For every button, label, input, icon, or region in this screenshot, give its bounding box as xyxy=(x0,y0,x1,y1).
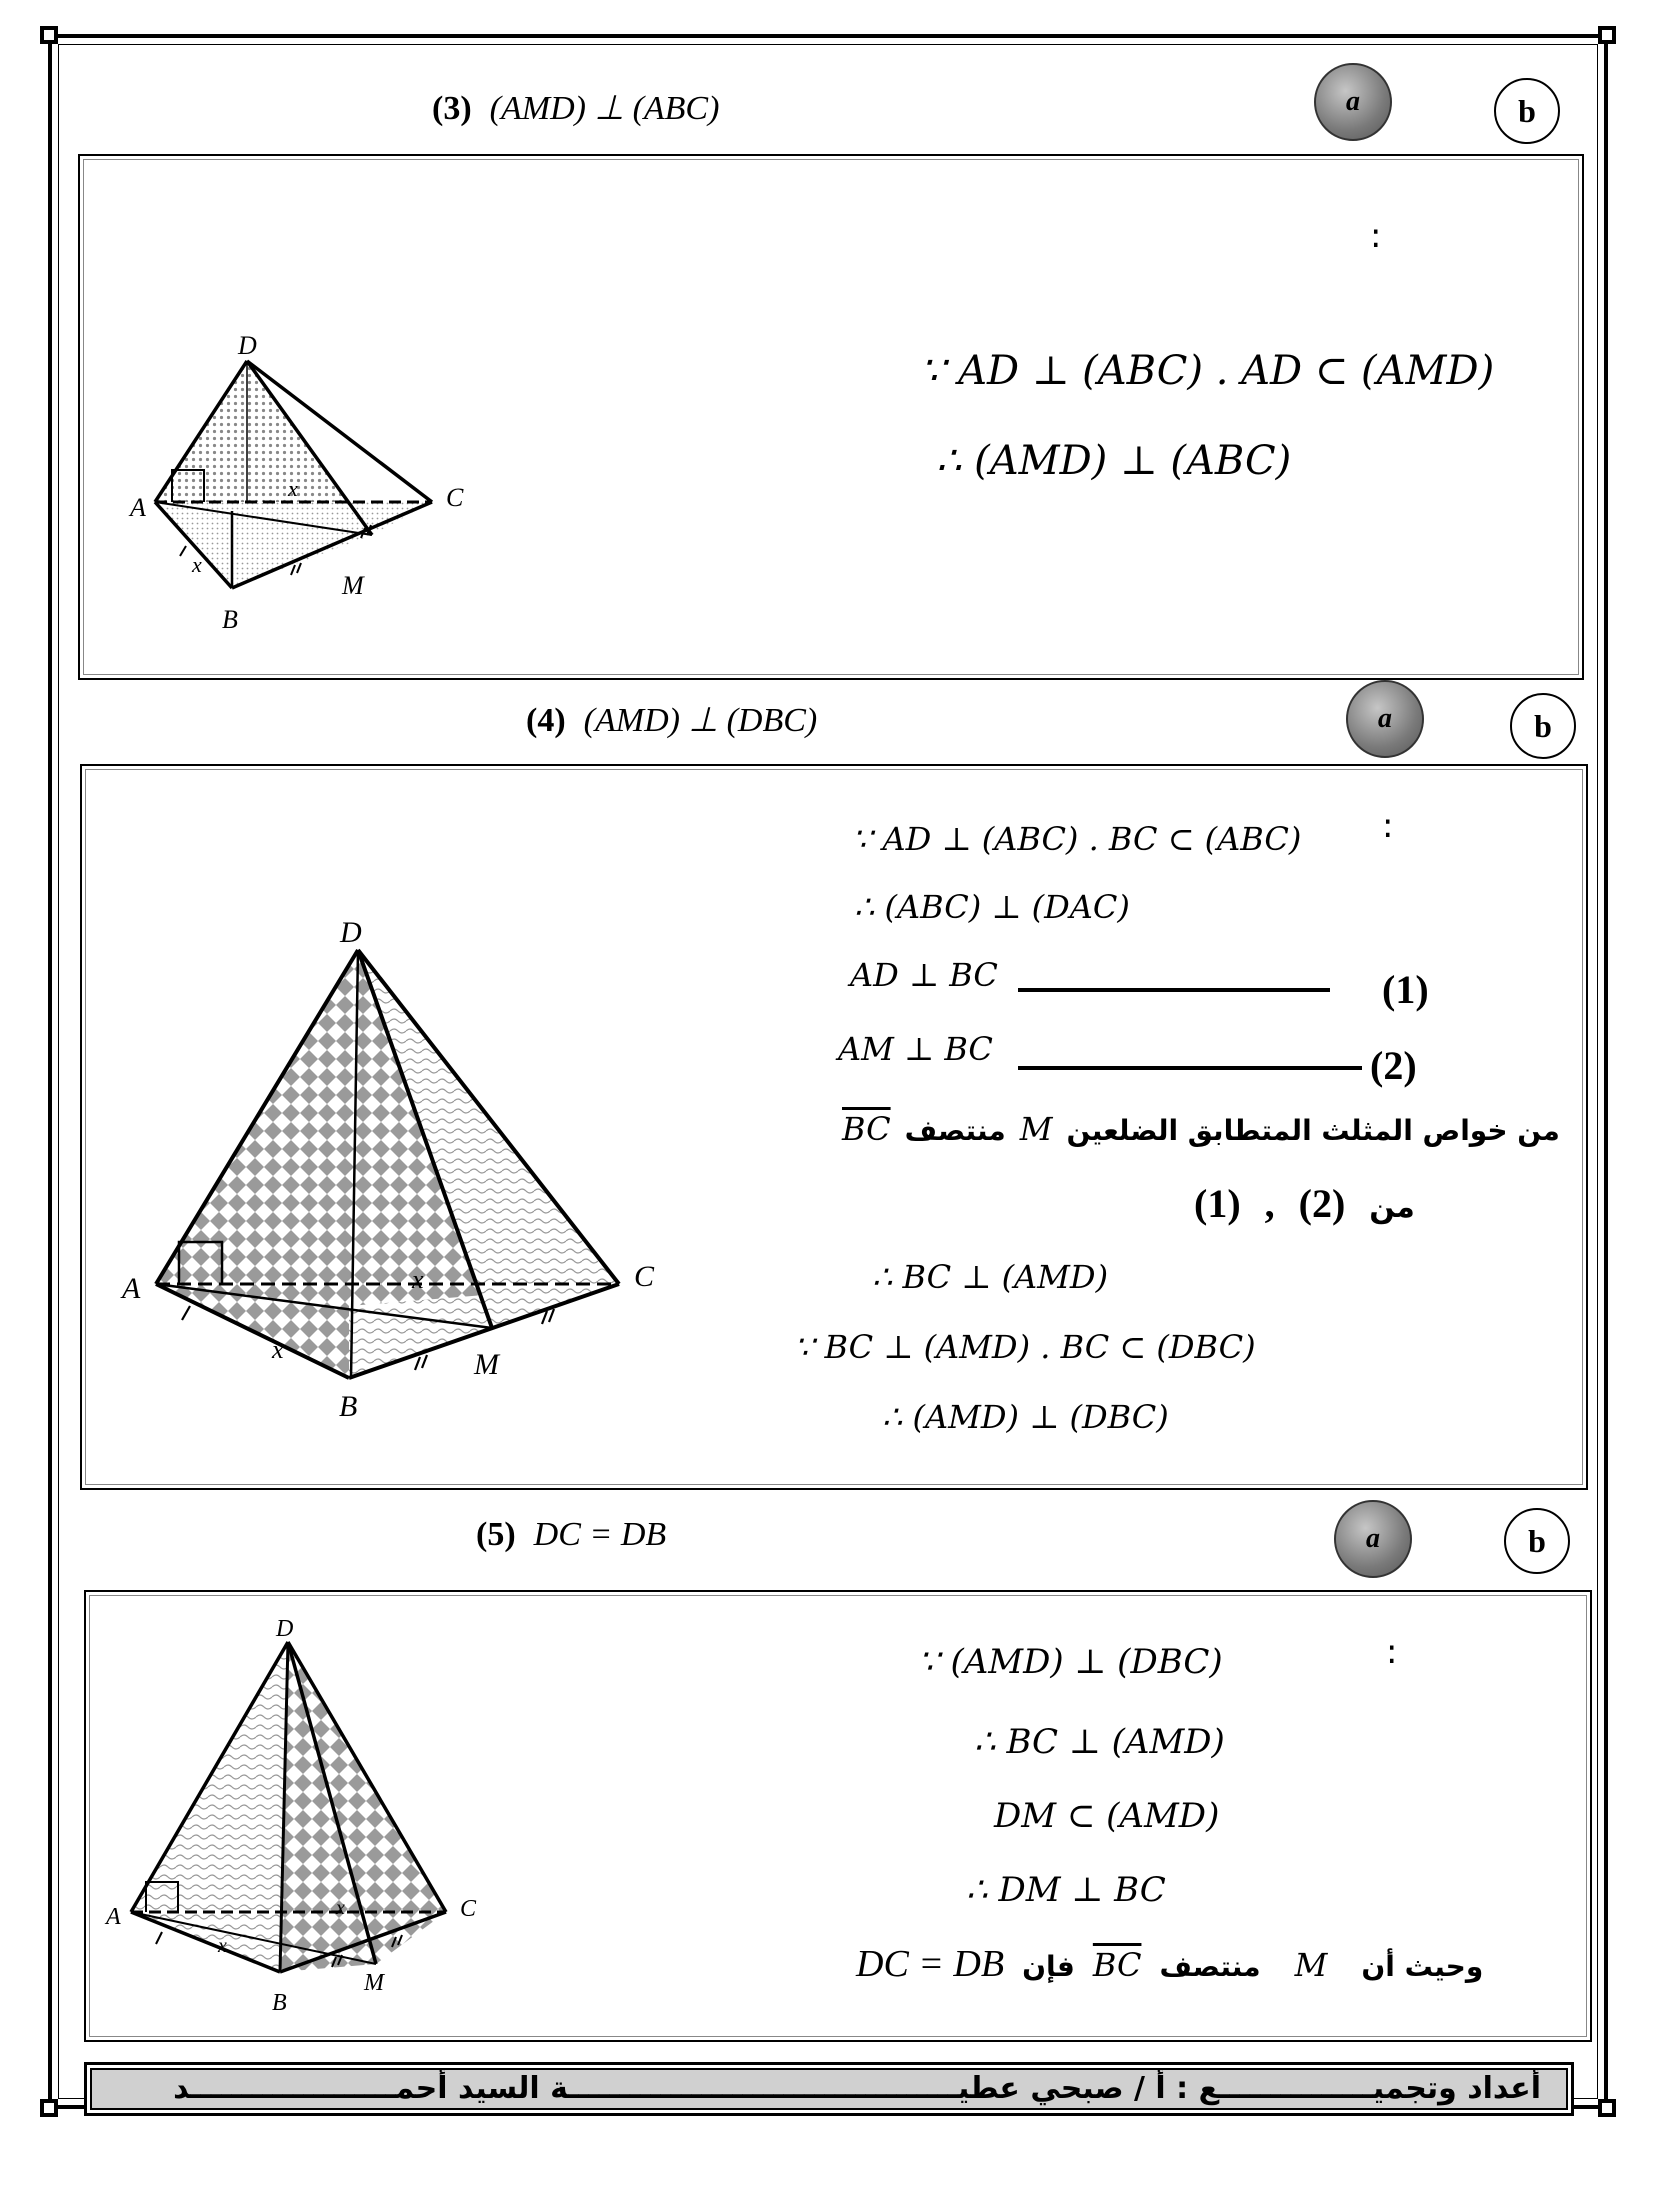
proof-line: ∴ (AMD) ⊥ (DBC) xyxy=(882,1398,1169,1436)
author-footer xyxy=(84,2062,1574,2116)
arabic-text: من خواص المثلث المتطابق الضلعين xyxy=(1066,1114,1560,1147)
edge-label-x: x xyxy=(288,476,298,501)
solution-panel-4 xyxy=(80,764,1588,1490)
arabic-text: منتصف xyxy=(904,1114,1006,1147)
pyramid-figure xyxy=(120,176,680,666)
proof-line: ∴ BC ⊥ (AMD) xyxy=(872,1258,1109,1296)
option-b-label: b xyxy=(1534,707,1552,744)
arabic-text: فإن xyxy=(1022,1950,1075,1983)
reference-number: (2) xyxy=(1298,1181,1346,1226)
vertex-label-C: C xyxy=(634,1260,655,1293)
vertex-label-A: A xyxy=(106,1904,121,1930)
pyramid-figure xyxy=(96,1612,656,2032)
edge-label-x: x xyxy=(412,1265,424,1294)
reference-number: (1) xyxy=(1194,1181,1241,1226)
vertex-label-A: A xyxy=(122,1272,141,1305)
option-a-label: a xyxy=(1346,86,1360,117)
vertex-label-C: C xyxy=(446,483,464,512)
border-corner xyxy=(40,26,58,44)
reference-leader-line xyxy=(1018,1066,1362,1070)
proof-line: ∴ (ABC) ⊥ (DAC) xyxy=(854,888,1130,926)
option-a-button[interactable] xyxy=(1314,63,1392,141)
border-corner xyxy=(40,2099,58,2117)
proof-line: ∵ BC ⊥ (AMD) . BC ⊂ (DBC) xyxy=(794,1328,1256,1366)
vertex-label-D: D xyxy=(340,916,362,949)
arabic-midpoint-line xyxy=(842,1110,1560,1148)
proof-line: DM ⊂ (AMD) xyxy=(994,1796,1220,1836)
question-statement: (AMD) ⊥ (DBC) xyxy=(583,702,818,739)
question-number: (3) xyxy=(432,90,472,127)
proof-line: ∵ AD ⊥ (ABC) . BC ⊂ (ABC) xyxy=(852,820,1302,858)
segment-bc: $\overline{BC}$ xyxy=(842,1110,891,1148)
question-statement: DC = DB xyxy=(533,1516,667,1553)
vertex-label-M: M xyxy=(474,1348,499,1381)
option-b-label: b xyxy=(1528,1522,1546,1559)
point-m: M xyxy=(1294,1946,1328,1984)
vertex-label-D: D xyxy=(238,331,257,360)
reference-leader-line xyxy=(1018,988,1330,992)
proof-line: ∴ (AMD) ⊥ (ABC) xyxy=(936,438,1292,484)
vertex-label-M: M xyxy=(342,571,364,600)
option-a-button[interactable] xyxy=(1334,1500,1412,1578)
question-5-header xyxy=(476,1516,666,1554)
conclusion-line xyxy=(856,1942,1483,1986)
question-4-header xyxy=(526,700,817,740)
vertex-label-B: B xyxy=(222,605,238,634)
author-credit: أعداد وتجميـــــــــــــــع : أ / صبحي عطيــــــــــــــــــــــــــــــــــــــة السيد أحمــــــــــــــــــــد xyxy=(173,2071,1541,2106)
edge-label-x: x xyxy=(336,1897,345,1919)
vertex-label-D: D xyxy=(276,1616,294,1642)
vertex-label-C: C xyxy=(460,1896,477,1922)
arabic-text: من xyxy=(1369,1190,1415,1225)
proof-line: AM ⊥ BC xyxy=(838,1030,993,1068)
option-a-label: a xyxy=(1366,1523,1380,1554)
arabic-text: وحيث أن xyxy=(1361,1950,1484,1983)
colon-mark: : xyxy=(1386,1632,1398,1672)
question-number: (5) xyxy=(476,1516,516,1553)
option-a-button[interactable] xyxy=(1346,680,1424,758)
reference-number: (1) xyxy=(1382,967,1429,1012)
from-refs-line xyxy=(1194,1180,1415,1227)
reference-number: (2) xyxy=(1370,1043,1417,1088)
vertex-label-A: A xyxy=(130,493,146,522)
question-statement: (AMD) ⊥ (ABC) xyxy=(489,90,720,127)
proof-line: ∵ (AMD) ⊥ (DBC) xyxy=(918,1642,1223,1682)
option-b-label: b xyxy=(1518,92,1536,129)
separator: , xyxy=(1264,1181,1275,1226)
option-a-label: a xyxy=(1378,703,1392,734)
proof-line: ∵ AD ⊥ (ABC) . AD ⊂ (AMD) xyxy=(920,348,1495,394)
option-b-button[interactable] xyxy=(1504,1508,1570,1574)
vertex-label-B: B xyxy=(272,1990,287,2016)
point-m: M xyxy=(1019,1110,1053,1148)
edge-label-x: x xyxy=(192,552,202,577)
border-corner xyxy=(1598,26,1616,44)
question-number: (4) xyxy=(526,702,566,739)
question-3-header xyxy=(432,88,719,128)
proof-line: ∴ DM ⊥ BC xyxy=(966,1870,1166,1910)
proof-line: ∴ BC ⊥ (AMD) xyxy=(974,1722,1225,1762)
conclusion-equation: DC = DB xyxy=(856,1943,1005,1985)
vertex-label-M: M xyxy=(364,1970,384,1996)
pyramid-figure xyxy=(102,906,742,1466)
border-corner xyxy=(1598,2099,1616,2117)
segment-bc: $\overline{BC}$ xyxy=(1092,1946,1142,1984)
option-b-button[interactable] xyxy=(1510,693,1576,759)
colon-mark: : xyxy=(1382,806,1394,846)
edge-label-x: x xyxy=(272,1335,284,1364)
edge-label-x: x xyxy=(218,1935,227,1957)
arabic-text: منتصف xyxy=(1159,1950,1261,1983)
solution-panel-5 xyxy=(84,1590,1592,2042)
solution-panel-3 xyxy=(78,154,1584,680)
colon-mark: : xyxy=(1370,216,1382,256)
proof-line: AD ⊥ BC xyxy=(850,956,998,994)
vertex-label-B: B xyxy=(339,1390,358,1423)
option-b-button[interactable] xyxy=(1494,78,1560,144)
